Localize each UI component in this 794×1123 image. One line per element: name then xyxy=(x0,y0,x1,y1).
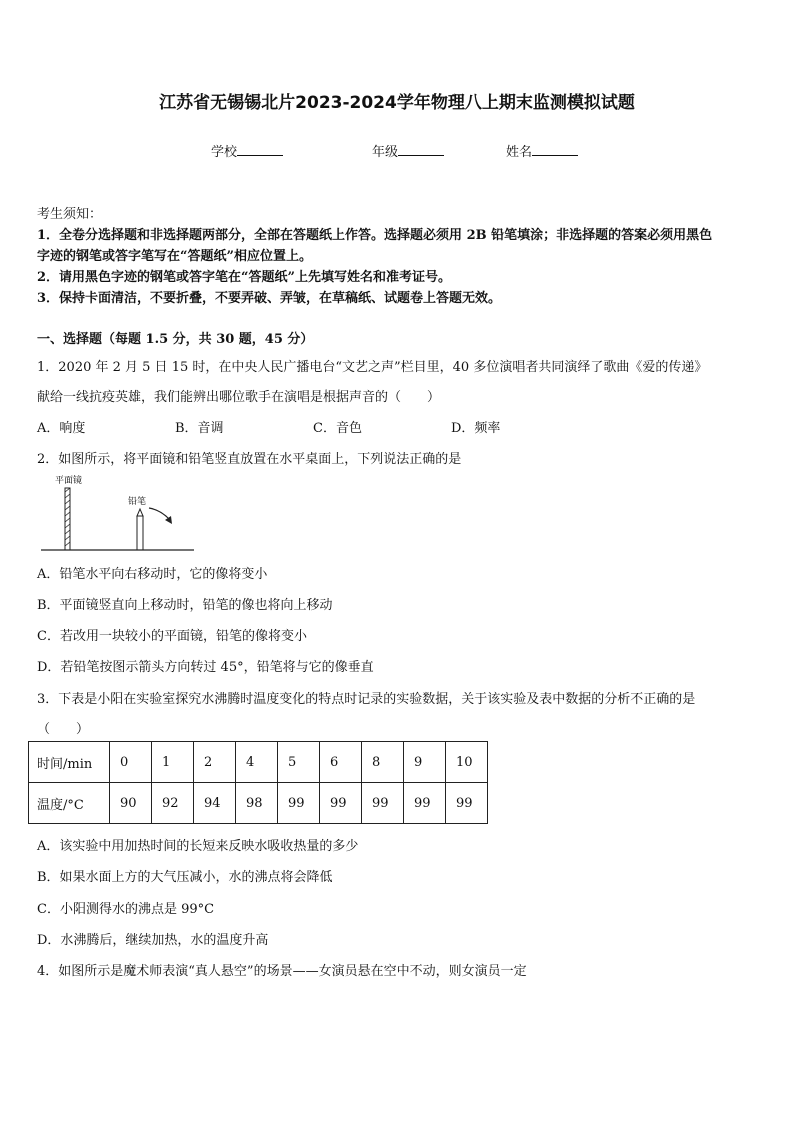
table-cell: 5 xyxy=(278,742,320,783)
pencil-label: 铅笔 xyxy=(128,497,147,507)
table-cell: 90 xyxy=(110,783,152,824)
notice-item: 1．全卷分选择题和非选择题两部分，全部在答题纸上作答。选择题必须用 2B 铅笔填涂；非选择题的答案必须用黑色 xyxy=(37,228,713,243)
table-cell: 1 xyxy=(152,742,194,783)
question-1-stem: 1．2020 年 2 月 5 日 15 时，在中央人民广播电台“文艺之声”栏目里，40 多位演唱者共同演绎了歌曲《爱的传递》 xyxy=(37,360,708,375)
table-cell: 98 xyxy=(236,783,278,824)
question-4-stem: 4．如图所示是魔术师表演“真人悬空”的场景——女演员悬在空中不动，则女演员一定 xyxy=(37,964,527,979)
question-3-option-d: D．水沸腾后，继续加热，水的温度升高 xyxy=(37,933,269,948)
name-field xyxy=(506,141,578,160)
table-cell: 99 xyxy=(362,783,404,824)
question-3-option-a: A．该实验中用加热时间的长短来反映水吸收热量的多少 xyxy=(37,839,359,854)
table-cell: 99 xyxy=(446,783,488,824)
grade-label: 年级 xyxy=(372,145,399,160)
question-1-options xyxy=(37,417,589,436)
table-cell: 8 xyxy=(362,742,404,783)
table-cell: 99 xyxy=(320,783,362,824)
notice-item: 2．请用黑色字迹的钢笔或答字笔在“答题纸”上先填写姓名和准考证号。 xyxy=(37,270,452,285)
mirror-pencil-figure xyxy=(36,474,196,556)
grade-blank xyxy=(398,143,444,156)
question-2-stem: 2．如图所示，将平面镜和铅笔竖直放置在水平桌面上，下列说法正确的是 xyxy=(37,452,462,467)
table-cell: 10 xyxy=(446,742,488,783)
grade-field xyxy=(372,141,444,160)
table-row xyxy=(29,742,488,783)
option-b: B．音调 xyxy=(175,421,224,436)
name-blank xyxy=(532,143,578,156)
question-3-option-c: C．小阳测得水的沸点是 99°C xyxy=(37,902,215,917)
school-field xyxy=(211,141,283,160)
option-a: A．响度 xyxy=(37,421,86,436)
rotation-arrow xyxy=(149,508,170,520)
table-cell: 92 xyxy=(152,783,194,824)
section-heading: 一、选择题（每题 1.5 分，共 30 题，45 分） xyxy=(37,332,314,347)
question-2-option-d: D．若铅笔按图示箭头方向转过 45°，铅笔将与它的像垂直 xyxy=(37,660,374,675)
table-cell: 6 xyxy=(320,742,362,783)
notice-heading: 考生须知： xyxy=(37,207,103,222)
question-3-option-b: B．如果水面上方的大气压减小，水的沸点将会降低 xyxy=(37,870,333,885)
table-cell: 94 xyxy=(194,783,236,824)
table-cell: 0 xyxy=(110,742,152,783)
table-header-cell: 温度/°C xyxy=(29,783,110,824)
page-title: 江苏省无锡锡北片2023-2024学年物理八上期末监测模拟试题 xyxy=(159,93,635,113)
notice-item: 字迹的钢笔或答字笔写在“答题纸”相应位置上。 xyxy=(37,249,312,264)
question-2-option-b: B．平面镜竖直向上移动时，铅笔的像也将向上移动 xyxy=(37,598,333,613)
question-3-stem-cont: （ ） xyxy=(37,722,90,737)
mirror-label: 平面镜 xyxy=(55,476,83,486)
table-header-cell: 时间/min xyxy=(29,742,110,783)
school-blank xyxy=(237,143,283,156)
table-cell: 99 xyxy=(404,783,446,824)
table-cell: 2 xyxy=(194,742,236,783)
option-d: D．频率 xyxy=(451,421,501,436)
plane-mirror xyxy=(65,488,70,550)
notice-item: 3．保持卡面清洁，不要折叠，不要弄破、弄皱，在草稿纸、试题卷上答题无效。 xyxy=(37,291,502,306)
question-2-option-a: A．铅笔水平向右移动时，它的像将变小 xyxy=(37,567,268,582)
table-cell: 4 xyxy=(236,742,278,783)
option-c: C．音色 xyxy=(313,421,362,436)
question-1-stem-cont: 献给一线抗疫英雄，我们能辨出哪位歌手在演唱是根据声音的（ ） xyxy=(37,390,441,405)
pencil xyxy=(137,509,143,550)
question-2-option-c: C．若改用一块较小的平面镜，铅笔的像将变小 xyxy=(37,629,307,644)
school-label: 学校 xyxy=(211,145,238,160)
table-cell: 9 xyxy=(404,742,446,783)
name-label: 姓名 xyxy=(506,145,533,160)
question-3-stem: 3．下表是小阳在实验室探究水沸腾时温度变化的特点时记录的实验数据，关于该实验及表中数据的分析不正确的是 xyxy=(37,692,696,707)
table-cell: 99 xyxy=(278,783,320,824)
table-row xyxy=(29,783,488,824)
arrow-head-icon xyxy=(165,516,172,524)
boiling-data-table xyxy=(28,741,488,824)
